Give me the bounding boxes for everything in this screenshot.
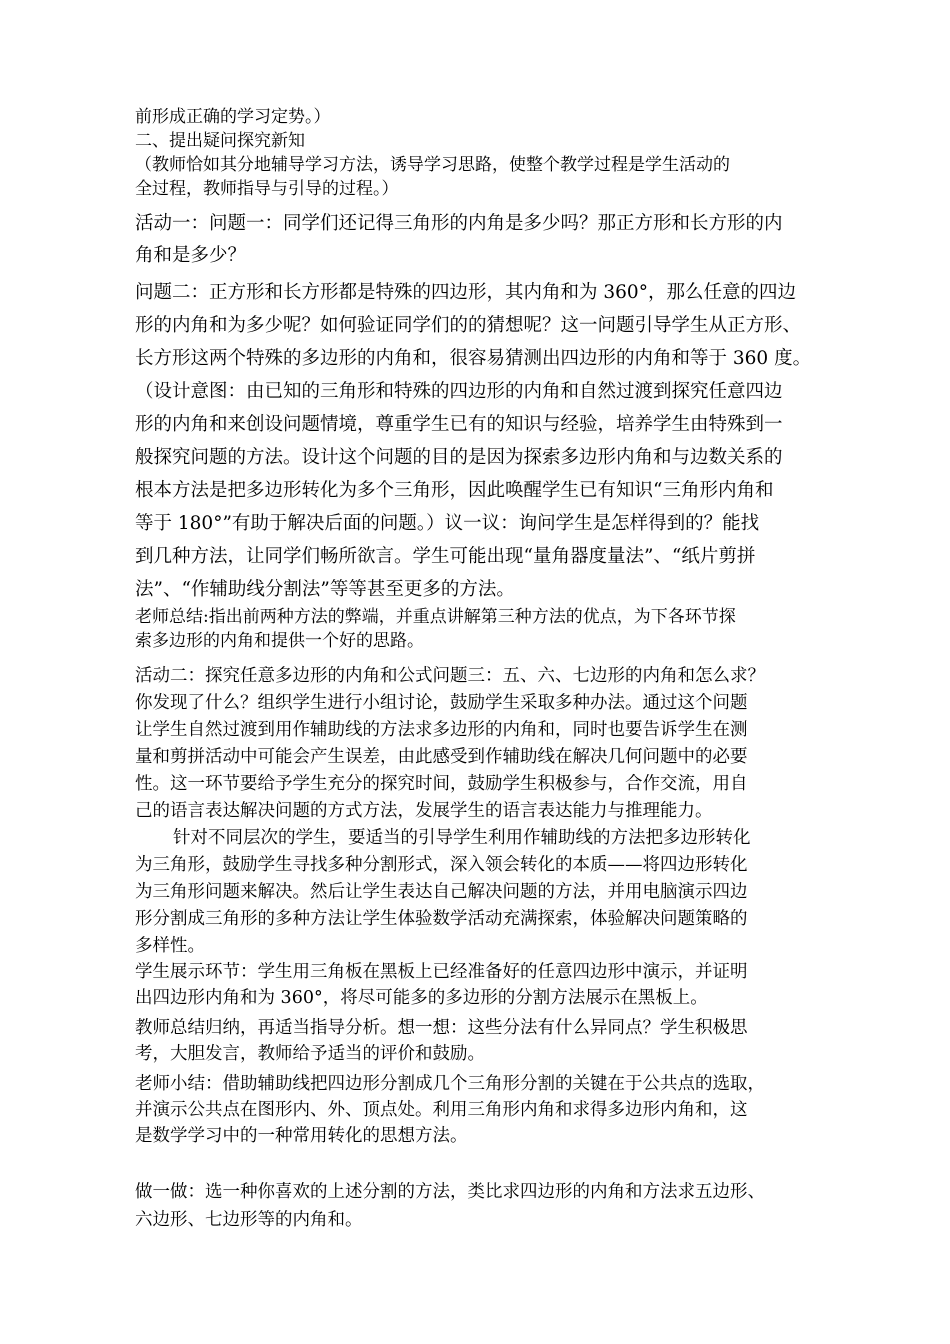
teacher-summary-line: 教师总结归纳，再适当指导分析。想一想：这些分法有什么异同点？学生积极思 (135, 1018, 748, 1038)
paragraph-indented-line: 针对不同层次的学生，要适当的引导学生利用作辅助线的方法把多边形转化 (173, 828, 751, 848)
practice-line: 做一做：选一种你喜欢的上述分割的方法，类比求四边形的内角和方法求五边形、 (135, 1182, 765, 1202)
activity-two-line: 活动二：探究任意多边形的内角和公式问题三：五、六、七边形的内角和怎么求？ (135, 666, 765, 686)
activity-one-line: 活动一：问题一：同学们还记得三角形的内角是多少吗？那正方形和长方形的内 (135, 213, 783, 234)
text-line: 形分割成三角形的多种方法让学生体验数学活动充满探索，体验解决问题策略的 (135, 909, 748, 929)
text-line: 为三角形问题来解决。然后让学生表达自己解决问题的方法，并用电脑演示四边 (135, 882, 748, 902)
text-line: 形的内角和为多少呢？如何验证同学们的的猜想呢？这一问题引导学生从正方形、 (135, 315, 802, 336)
text-line: 考，大胆发言，教师给予适当的评价和鼓励。 (135, 1044, 485, 1064)
text-line: （教师恰如其分地辅导学习方法，诱导学习思路，使整个教学过程是学生活动的 (135, 155, 730, 175)
design-intent-line: （设计意图：由已知的三角形和特殊的四边形的内角和自然过渡到探究任意四边 (135, 381, 783, 402)
text-line: 量和剪拼活动中可能会产生误差，由此感受到作辅助线在解决几何问题中的必要 (135, 747, 748, 767)
student-demo-line: 学生展示环节：学生用三角板在黑板上已经准备好的任意四边形中演示，并证明 (135, 962, 748, 982)
text-line: 前形成正确的学习定势。） (135, 107, 331, 127)
text-line: 角和是多少？ (135, 245, 247, 266)
text-line: 出四边形内角和为 360°，将尽可能多的多边形的分割方法展示在黑板上。 (135, 988, 708, 1008)
text-line: 己的语言表达解决问题的方式方法，发展学生的语言表达能力与推理能力。 (135, 801, 713, 821)
text-line: 等于 180°”有助于解决后面的问题。）议一议：询问学生是怎样得到的？能找 (135, 513, 760, 534)
text-line: 六边形、七边形等的内角和。 (135, 1210, 363, 1230)
teacher-conclusion-line: 老师小结：借助辅助线把四边形分割成几个三角形分割的关键在于公共点的选取， (135, 1074, 765, 1094)
text-line: 长方形这两个特殊的多边形的内角和，很容易猜测出四边形的内角和等于 360 度。 (135, 348, 812, 369)
teacher-summary-line: 老师总结:指出前两种方法的弊端，并重点讲解第三种方法的优点，为下各环节探 (135, 607, 736, 627)
text-line: 般探究问题的方法。设计这个问题的目的是因为探索多边形内角和与边数关系的 (135, 447, 783, 468)
text-line: 根本方法是把多边形转化为多个三角形，因此唤醒学生已有知识“三角形内角和 (135, 480, 774, 501)
section-heading: 二、提出疑问探究新知 (135, 131, 305, 151)
text-line: 是数学学习中的一种常用转化的思想方法。 (135, 1126, 468, 1146)
question-two-line: 问题二：正方形和长方形都是特殊的四边形，其内角和为 360°，那么任意的四边 (135, 282, 796, 303)
text-line: 形的内角和来创设问题情境，尊重学生已有的知识与经验，培养学生由特殊到一 (135, 414, 783, 435)
text-line: 让学生自然过渡到用作辅助线的方法求多边形的内角和，同时也要告诉学生在测 (135, 720, 748, 740)
text-line: 索多边形的内角和提供一个好的思路。 (135, 631, 424, 651)
text-line: 多样性。 (135, 936, 205, 956)
text-line: 全过程，教师指导与引导的过程。） (135, 179, 399, 199)
text-line: 性。这一环节要给予学生充分的探究时间，鼓励学生积极参与，合作交流，用自 (135, 774, 748, 794)
text-line: 法”、“作辅助线分割法”等等甚至更多的方法。 (135, 579, 515, 600)
text-line: 为三角形，鼓励学生寻找多种分割形式，深入领会转化的本质——将四边形转化 (135, 855, 748, 875)
text-line: 到几种方法，让同学们畅所欲言。学生可能出现“量角器度量法”、“纸片剪拼 (135, 546, 756, 567)
text-line: 并演示公共点在图形内、外、顶点处。利用三角形内角和求得多边形内角和，这 (135, 1100, 748, 1120)
text-line: 你发现了什么？组织学生进行小组讨论，鼓励学生采取多种办法。通过这个问题 (135, 693, 748, 713)
